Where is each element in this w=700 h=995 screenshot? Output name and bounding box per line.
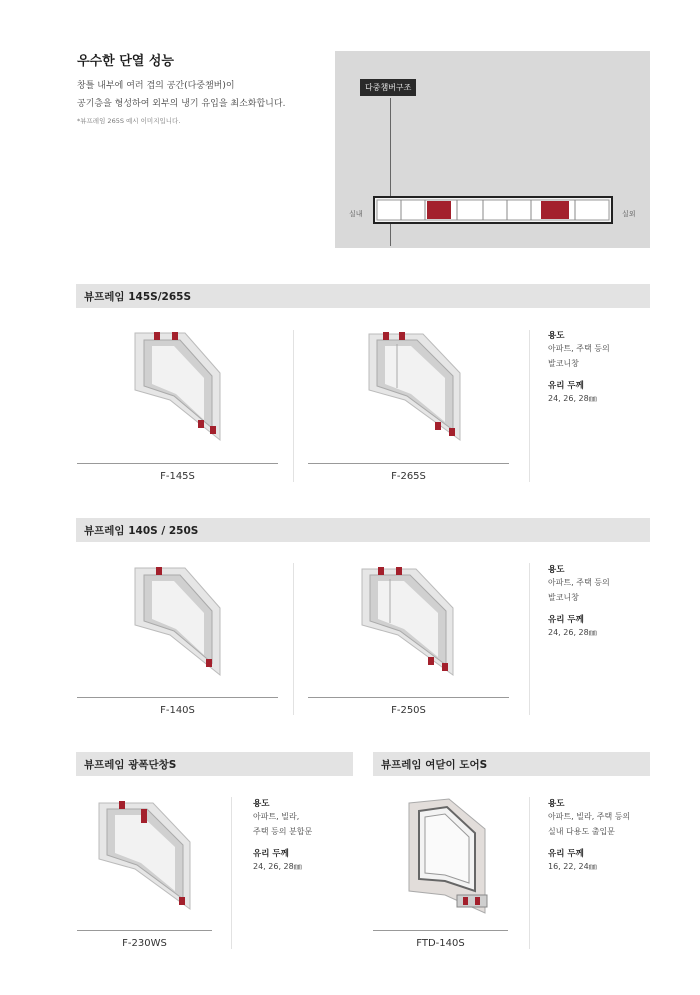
chamber-diagram [335,51,650,248]
card-divider-2 [308,463,509,464]
section-title-3: 뷰프레임 광폭단창S [84,759,177,771]
glass-thickness: 24, 26, 28㎜ [548,394,597,403]
usage-line-2: 발코니창 [548,593,579,602]
usage-line-2: 주택 등의 분합문 [253,827,313,836]
card-divider-3 [77,697,278,698]
usage-heading: 용도 [253,799,270,809]
glass-thickness: 16, 22, 24㎜ [548,862,597,871]
usage-line-1: 아파트, 주택 등의 [548,344,610,353]
card-divider-6 [373,930,508,931]
glass-thickness: 24, 26, 28㎜ [548,628,597,637]
window-image-f145s [130,328,225,443]
indoor-label: 실내 [349,210,363,218]
door-image-ftd140s [405,795,495,917]
vertical-divider [529,563,530,715]
section-title-4: 뷰프레임 여닫이 도어S [381,759,488,771]
glass-heading: 유리 두께 [253,849,289,859]
model-label-ftd140s: FTD-140S [416,938,465,949]
usage-heading: 용도 [548,331,565,341]
glass-heading: 유리 두께 [548,849,584,859]
card-divider-4 [308,697,509,698]
intro-line-2: 공기층을 형성하여 외부의 냉기 유입을 최소화합니다. [77,99,286,109]
glass-heading: 유리 두께 [548,381,584,391]
section-bar-1 [76,284,650,308]
model-label-f250s: F-250S [391,705,426,716]
glass-thickness: 24, 26, 28㎜ [253,862,302,871]
window-image-f265s [365,328,465,443]
usage-line-1: 아파트, 주택 등의 [548,578,610,587]
model-label-f230ws: F-230WS [122,938,167,949]
window-image-f140s [130,563,225,678]
section-bar-2 [76,518,650,542]
usage-line-2: 실내 다용도 출입문 [548,827,615,836]
intro-note: *뷰프레임 265S 예시 이미지입니다. [77,117,181,125]
usage-heading: 용도 [548,565,565,575]
usage-heading: 용도 [548,799,565,809]
window-image-f250s [358,563,458,678]
usage-line-1: 아파트, 빌라, [253,812,300,821]
vertical-divider [529,797,530,949]
frame-cross-section [373,193,613,227]
vertical-divider [231,797,232,949]
section-title-1: 뷰프레임 145S/265S [84,291,192,303]
section-bar-4 [373,752,650,776]
outdoor-label: 실외 [622,210,636,218]
model-label-f145s: F-145S [160,471,195,482]
card-divider-1 [77,463,278,464]
usage-line-2: 발코니창 [548,359,579,368]
model-label-f265s: F-265S [391,471,426,482]
vertical-divider [293,563,294,715]
card-divider-5 [77,930,212,931]
usage-line-1: 아파트, 빌라, 주택 등의 [548,812,631,821]
section-title-2: 뷰프레임 140S / 250S [84,525,199,537]
window-image-f230ws [95,797,195,912]
glass-heading: 유리 두께 [548,615,584,625]
intro-title: 우수한 단열 성능 [77,54,174,69]
chamber-label: 다중챔버구조 [360,79,416,96]
model-label-f140s: F-140S [160,705,195,716]
intro-line-1: 창틀 내부에 여러 겹의 공간(다중챔버)이 [77,81,235,91]
section-bar-3 [76,752,353,776]
vertical-divider [293,330,294,482]
vertical-divider [529,330,530,482]
